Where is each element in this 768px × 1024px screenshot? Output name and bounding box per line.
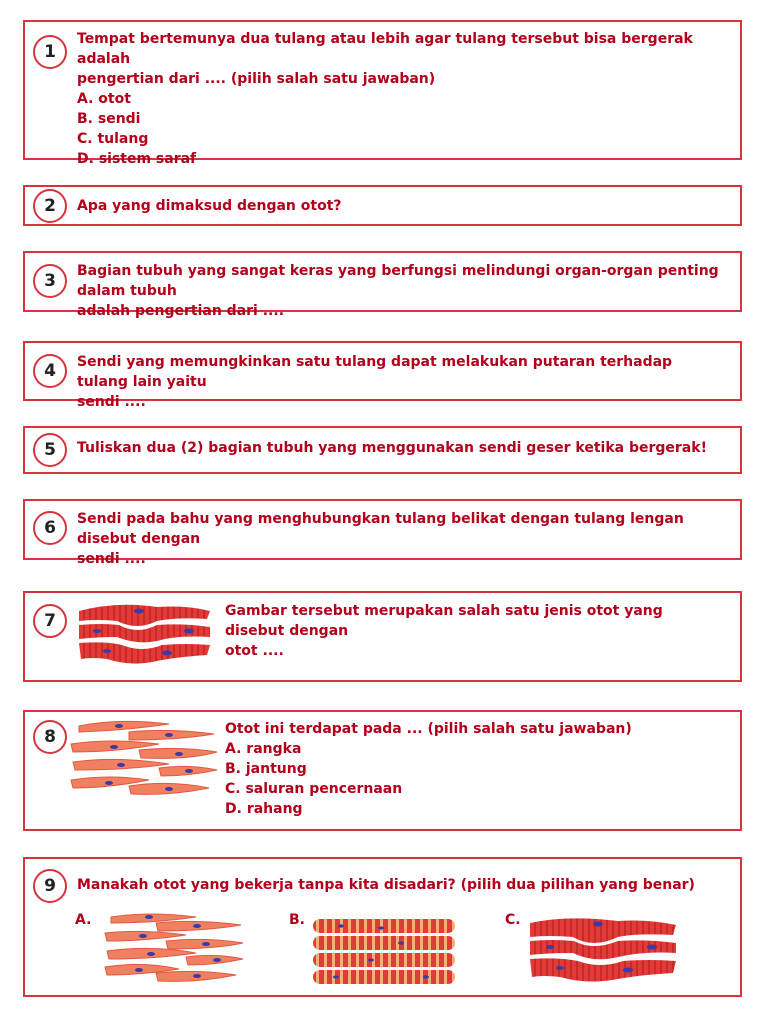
question-line: pengertian dari .... (pilih salah satu jawaban)	[77, 71, 436, 87]
question-text-4	[77, 352, 726, 412]
question-text-6	[77, 509, 726, 569]
question-text-8	[225, 719, 726, 819]
question-line: Manakah otot yang bekerja tanpa kita disadari? (pilih dua pilihan yang benar)	[77, 877, 695, 893]
question-text-2	[77, 196, 726, 216]
question-card-5	[23, 426, 742, 474]
question-text-5	[77, 438, 726, 458]
question-number-9: 9	[33, 869, 67, 903]
answer-option-d[interactable]: D. sistem saraf	[77, 151, 197, 167]
question-number-8: 8	[33, 720, 67, 754]
cardiac-muscle-illustration[interactable]	[528, 915, 678, 987]
answer-option-b[interactable]: B. jantung	[225, 761, 307, 777]
question-number-2: 2	[33, 189, 67, 223]
question-card-4	[23, 341, 742, 410]
question-text-9	[77, 875, 726, 895]
question-card-2	[23, 185, 742, 226]
question-card-8	[23, 710, 742, 831]
question-number-5: 5	[33, 433, 67, 467]
answer-option-b[interactable]: B. sendi	[77, 111, 141, 127]
question-line: Apa yang dimaksud dengan otot?	[77, 198, 342, 214]
answer-option-c[interactable]: C. saluran pencernaan	[225, 781, 403, 797]
question-line: Tempat bertemunya dua tulang atau lebih agar tulang tersebut bisa bergerak adalah	[77, 31, 693, 67]
skeletal-muscle-illustration[interactable]	[311, 917, 457, 987]
question-card-7	[23, 591, 742, 682]
question-line: sendi ....	[77, 551, 146, 567]
answer-option-a[interactable]: A. otot	[77, 91, 131, 107]
question-number-1: 1	[33, 35, 67, 69]
question-text-1	[77, 29, 726, 169]
choice-label-a[interactable]: A.	[75, 912, 92, 928]
question-line: Otot ini terdapat pada ... (pilih salah satu jawaban)	[225, 721, 632, 737]
question-line: otot ....	[225, 643, 284, 659]
question-number-6: 6	[33, 511, 67, 545]
answer-option-a[interactable]: A. rangka	[225, 741, 302, 757]
smooth-muscle-illustration[interactable]	[101, 911, 246, 987]
smooth-muscle-illustration	[69, 718, 219, 800]
answer-option-d[interactable]: D. rahang	[225, 801, 303, 817]
answer-option-c[interactable]: C. tulang	[77, 131, 149, 147]
question-text-7	[225, 601, 726, 661]
question-line: Sendi yang memungkinkan satu tulang dapat melakukan putaran terhadap tulang lain yaitu	[77, 354, 673, 390]
question-line: adalah pengertian dari ....	[77, 303, 285, 319]
question-line: Sendi pada bahu yang menghubungkan tulang belikat dengan tulang lengan disebut dengan	[77, 511, 684, 547]
question-card-6	[23, 499, 742, 567]
cardiac-muscle-illustration	[77, 601, 212, 669]
choice-label-b[interactable]: B.	[289, 912, 305, 928]
question-line: sendi ....	[77, 394, 146, 410]
question-number-3: 3	[33, 264, 67, 298]
question-card-9	[23, 857, 742, 997]
question-number-4: 4	[33, 354, 67, 388]
question-card-1	[23, 20, 742, 167]
question-line: Bagian tubuh yang sangat keras yang berfungsi melindungi organ-organ penting dalam tubuh	[77, 263, 719, 299]
choice-label-c[interactable]: C.	[505, 912, 521, 928]
question-text-3	[77, 261, 726, 321]
question-card-3	[23, 251, 742, 319]
question-number-7: 7	[33, 604, 67, 638]
question-line: Gambar tersebut merupakan salah satu jenis otot yang disebut dengan	[225, 603, 663, 639]
question-line: Tuliskan dua (2) bagian tubuh yang menggunakan sendi geser ketika bergerak!	[77, 440, 707, 456]
